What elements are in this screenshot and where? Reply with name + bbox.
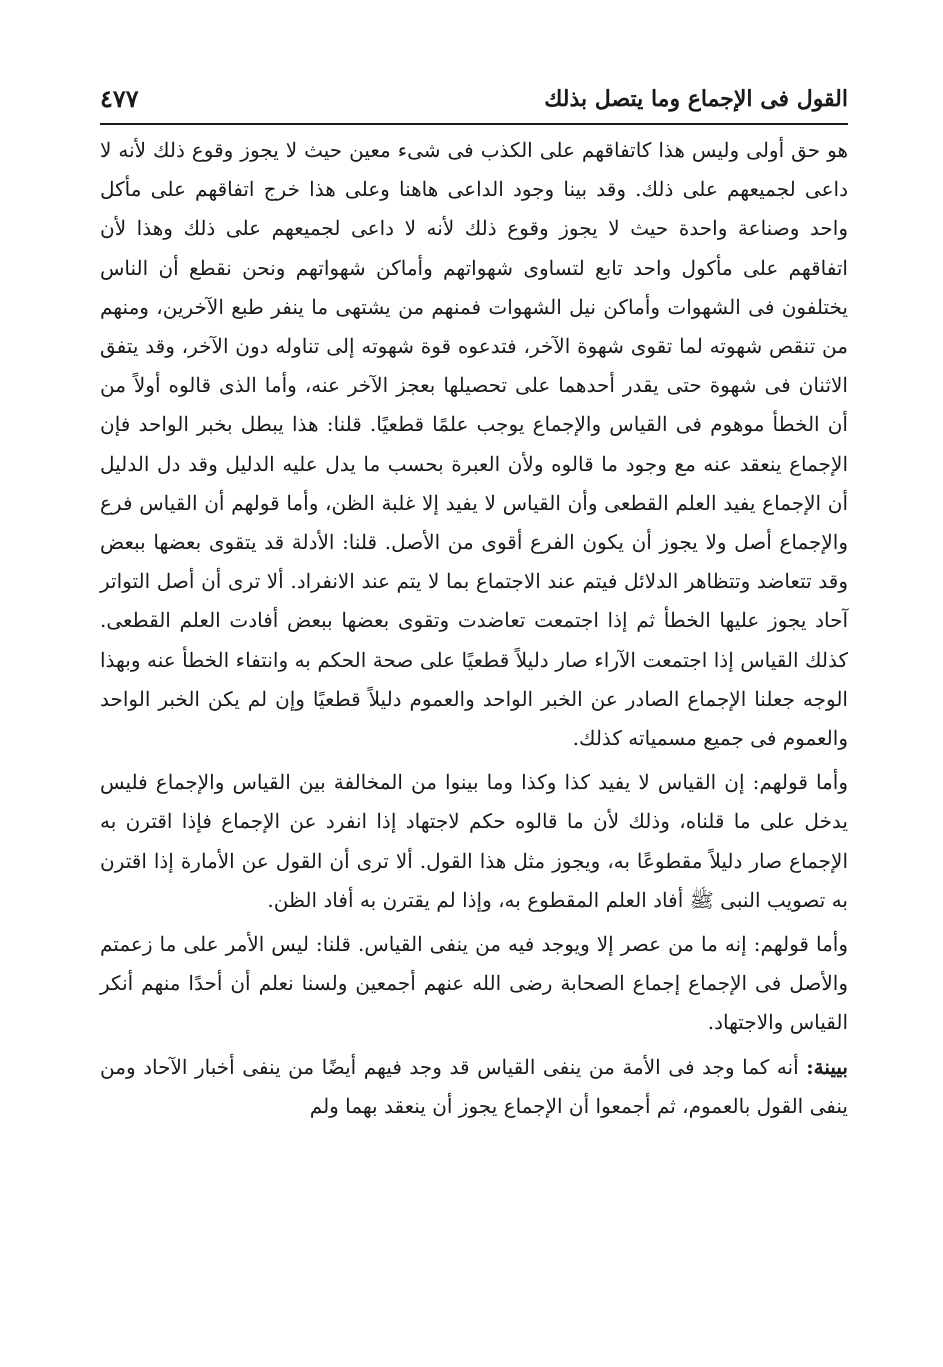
paragraph-4	[100, 1048, 848, 1126]
paragraph-4-text: أنه كما وجد فى الأمة من ينفى القياس قد وجد فيهم أيضًا من ينفى أخبار الآحاد ومن ينفى القول بالعموم، ثم أجمعوا أن الإجماع يجوز أن ينعقد بهما ولم	[100, 1054, 848, 1118]
page-body	[100, 131, 848, 1126]
paragraph-3	[100, 925, 848, 1043]
paragraph-2-text: وأما قولهم: إن القياس لا يفيد كذا وكذا وما بينوا من المخالفة بين القياس والإجماع فليس يدخل على ما قلناه، وذلك لأن ما قالوه حكم لاجتهاد إذا انفرد عن الإجماع فإذا اقترن به الإجماع صار دليلاً مقطوعًا به، ويجوز مثل هذا القول. ألا ترى أن القول عن الأمارة إذا اقترن به تصويب النبى ﷺ أفاد العلم المقطوع به، وإذا لم يقترن به أفاد الظن.	[100, 770, 848, 912]
page-number: ٤٧٧	[100, 84, 139, 113]
header-rule	[100, 123, 848, 125]
paragraph-1-text: هو حق أولى وليس هذا كاتفاقهم على الكذب فى شىء معين حيث لا يجوز وقوع ذلك لأنه لا داعى لجميعهم على ذلك. وقد بينا وجود الداعى هاهنا وعلى هذا خرج اتفاقهم على مأكل واحد وصناعة واحدة حيث لا يجوز وقوع ذلك لأنه لا داعى لجميعهم على ذلك وهذا لأن اتفاقهم على مأكول واحد تابع لتساوى شهواتهم وأماكن شهواتهم ونحن نقطع أن الناس يختلفون فى الشهوات وأماكن نيل الشهوات فمنهم من يشتهى ما ينفر طبع الآخرين، ومنهم من تنقص شهوته لما تقوى شهوة الآخر، فتدعوه قوة شهوته إلى تناوله دون الآخر، وقد يتفق الاثنان فى شهوة حتى يقدر أحدهما على تحصيلها بعجز الآخر عنه، وأما الذى قالوه أولاً من أن الخطأ موهوم فى القياس والإجماع يوجب علمًا قطعيًا. قلنا: هذا يبطل بخبر الواحد فإن الإجماع ينعقد عنه مع وجود ما قالوه ولأن العبرة بحسب ما يدل عليه الدليل وقد دل الدليل أن الإجماع يفيد العلم القطعى وأن القياس لا يفيد إلا غلبة الظن، وأما قولهم أن القياس فرع والإجماع أصل ولا يجوز أن يكون الفرع أقوى من الأصل. قلنا: الأدلة قد يتقوى بعضها ببعض وقد تتعاضد وتتظاهر الدلائل فيتم عند الاجتماع بما لا يتم عند الانفراد. ألا ترى أن أصل التواتر آحاد يجوز عليها الخطأ ثم إذا اجتمعت تعاضدت وتقوى بعضها ببعض أفادت العلم القطعى. كذلك القياس إذا اجتمعت الآراء صار دليلاً قطعيًا على صحة الحكم به وانتفاء الخطأ عنه وبهذا الوجه جعلنا الإجماع الصادر عن الخبر الواحد والعموم دليلاً قطعيًا وإن لم يكن الخبر الواحد والعموم فى جميع مسمياته كذلك.	[100, 138, 848, 751]
page-header	[100, 80, 848, 120]
running-title: القول فى الإجماع وما يتصل بذلك	[544, 86, 848, 112]
paragraph-3-text: وأما قولهم: إنه ما من عصر إلا ويوجد فيه من ينفى القياس. قلنا: ليس الأمر على ما زعمتم والأصل فى الإجماع إجماع الصحابة رضى الله عنهم أجمعين ولسنا نعلم أن أحدًا منهم أنكر القياس والاجتهاد.	[100, 932, 848, 1035]
paragraph-1	[100, 131, 848, 758]
paragraph-2	[100, 763, 848, 920]
paragraph-4-lead: بيينة:	[806, 1054, 848, 1079]
